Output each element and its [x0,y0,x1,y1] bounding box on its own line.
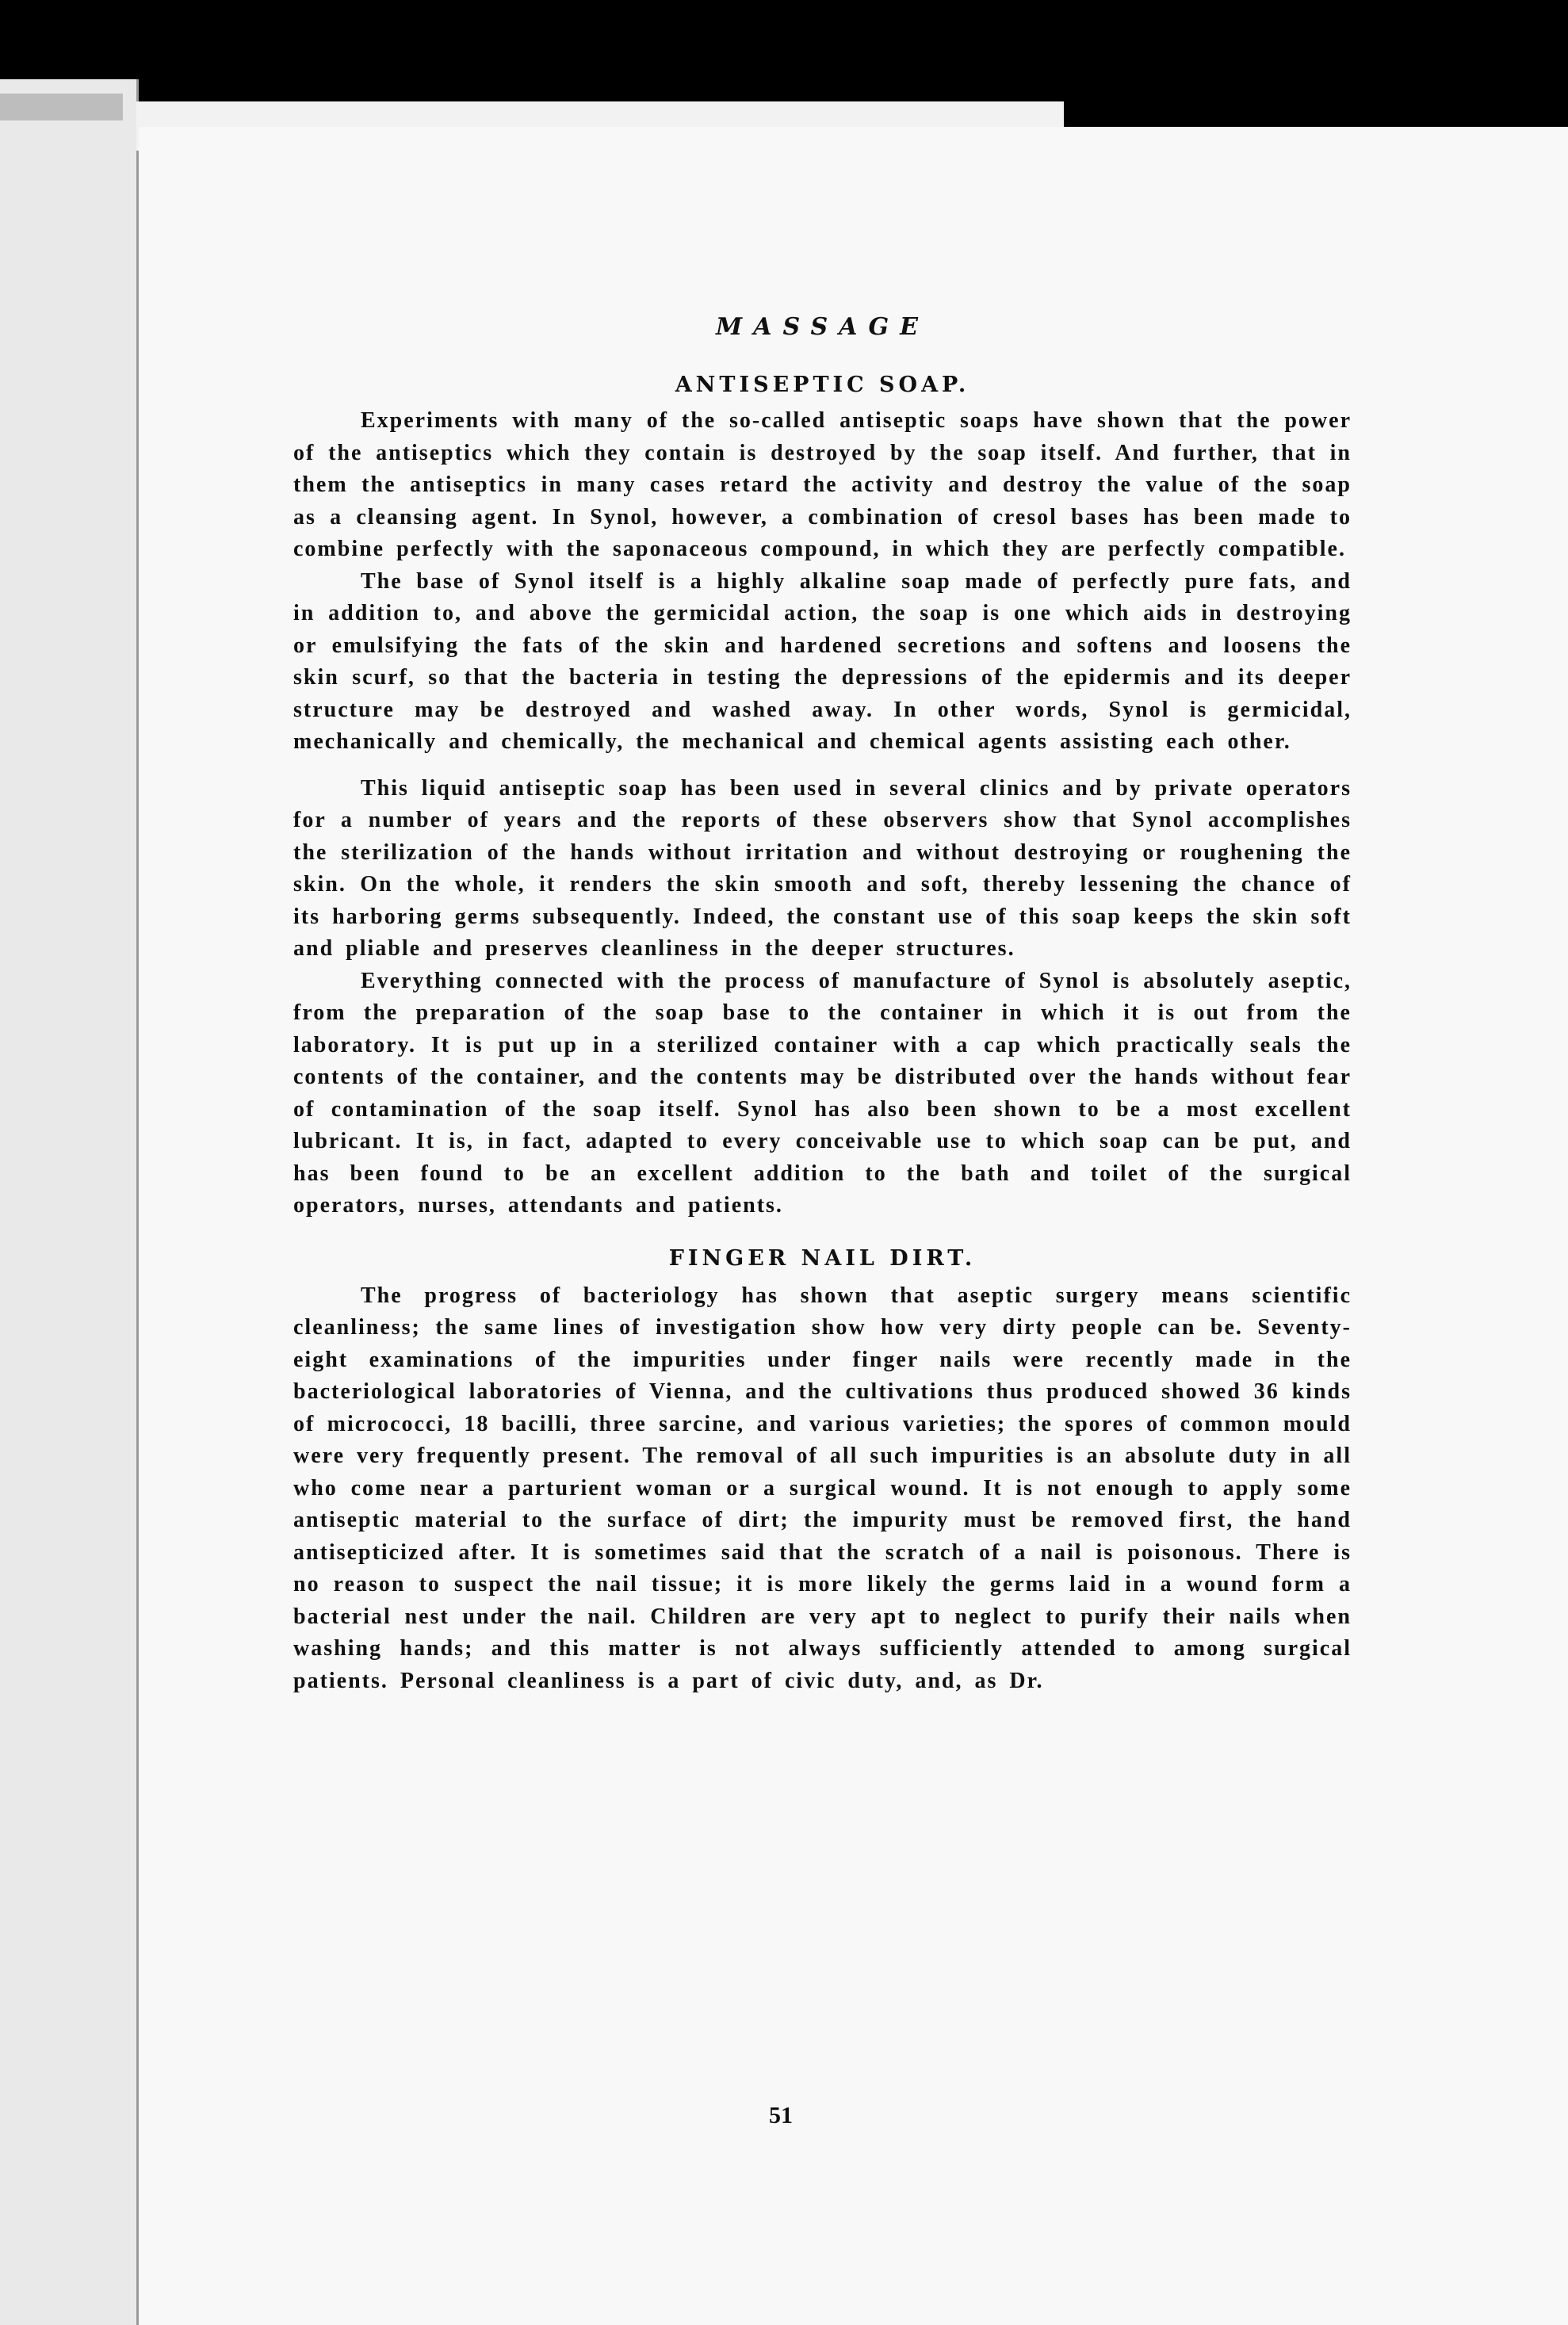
page-content [293,313,1352,1697]
paragraph: Everything connected with the process of manufacture of Synol is absolutely aseptic, from the preparation of the soap base to the container in which it is out from the laboratory. It is put up in a sterilized container with a cap which practically seals the contents of the container, and the contents may be distributed over the hands without fear of contamination of the soap itself. Synol has also been shown to be a most excellent lubricant. It is, in fact, adapted to every conceivable use to which soap can be put, and has been found to be an excellent addition to the bath and toilet of the surgical operators, nurses, attendants and patients. [293,968,1352,1218]
paragraph: The base of Synol itself is a highly alkaline soap made of perfectly pure fats, and in addition to, and above the germicidal action, the soap is one which aids in destroying or emulsifying the fats of the skin and hardened secretions and softens and loosens the skin scurf, so that the bacteria in testing the depressions of the epidermis and its deeper structure may be destroyed and washed away. In other words, Synol is germicidal, mechanically and chemically, the mechanical and chemical agents assisting each other. [293,568,1352,754]
paragraph: Experiments with many of the so-called antiseptic soaps have shown that the power of the antiseptics which they contain is destroyed by the soap itself. And further, that in them the antiseptics in many cases retard the activity and destroy the value of the soap as a cleansing agent. In Synol, however, a combination of cresol bases has been made to combine perfectly with the saponaceous compound, in which they are perfectly compatible. [293,408,1352,561]
running-head: MASSAGE [716,313,929,341]
paragraph: This liquid antiseptic soap has been used in several clinics and by private operators for a number of years and the reports of these observers show that Synol accomplishes the sterilization of the hands without irritation and without destroying or roughening the skin. On the whole, it renders the skin smooth and soft, thereby lessening the chance of its harboring germs subsequently. Indeed, the constant use of this soap keeps the skin soft and pliable and preserves cleanliness in the deeper structures. [293,775,1352,961]
previous-page-edge [0,79,139,2325]
previous-page-binding-strip [0,94,123,120]
paragraph: The progress of bacteriology has shown that aseptic surgery means scientific cleanliness; the same lines of investigation show how very dirty people can be. Seventy-eight examinations of the impurities under finger nails were recently made in the bacteriological laboratories of Vienna, and the cultivations thus produced showed 36 kinds of micrococci, 18 bacilli, three sarcine, and various varieties; the spores of common mould were very frequently present. The removal of all such impurities is an absolute duty in all who come near a parturient woman or a surgical wound. It is not enough to apply some antiseptic material to the surface of dirt; the impurity must be removed first, the hand antisepticized after. It is sometimes said that the scratch of a nail is poisonous. There is no reason to suspect the nail tissue; it is more likely the germs laid in a wound form a bacterial nest under the nail. Children are very apt to neglect to purify their nails when washing hands; and this matter is not always sufficiently attended to among surgical patients. Personal cleanliness is a part of civic duty, and, as Dr. [293,1283,1352,1693]
section-heading-finger-nail-dirt: FINGER NAIL DIRT. [668,1245,977,1271]
page-number: 51 [769,2102,793,2128]
section-heading-antiseptic-soap: ANTISEPTIC SOAP. [675,373,970,397]
